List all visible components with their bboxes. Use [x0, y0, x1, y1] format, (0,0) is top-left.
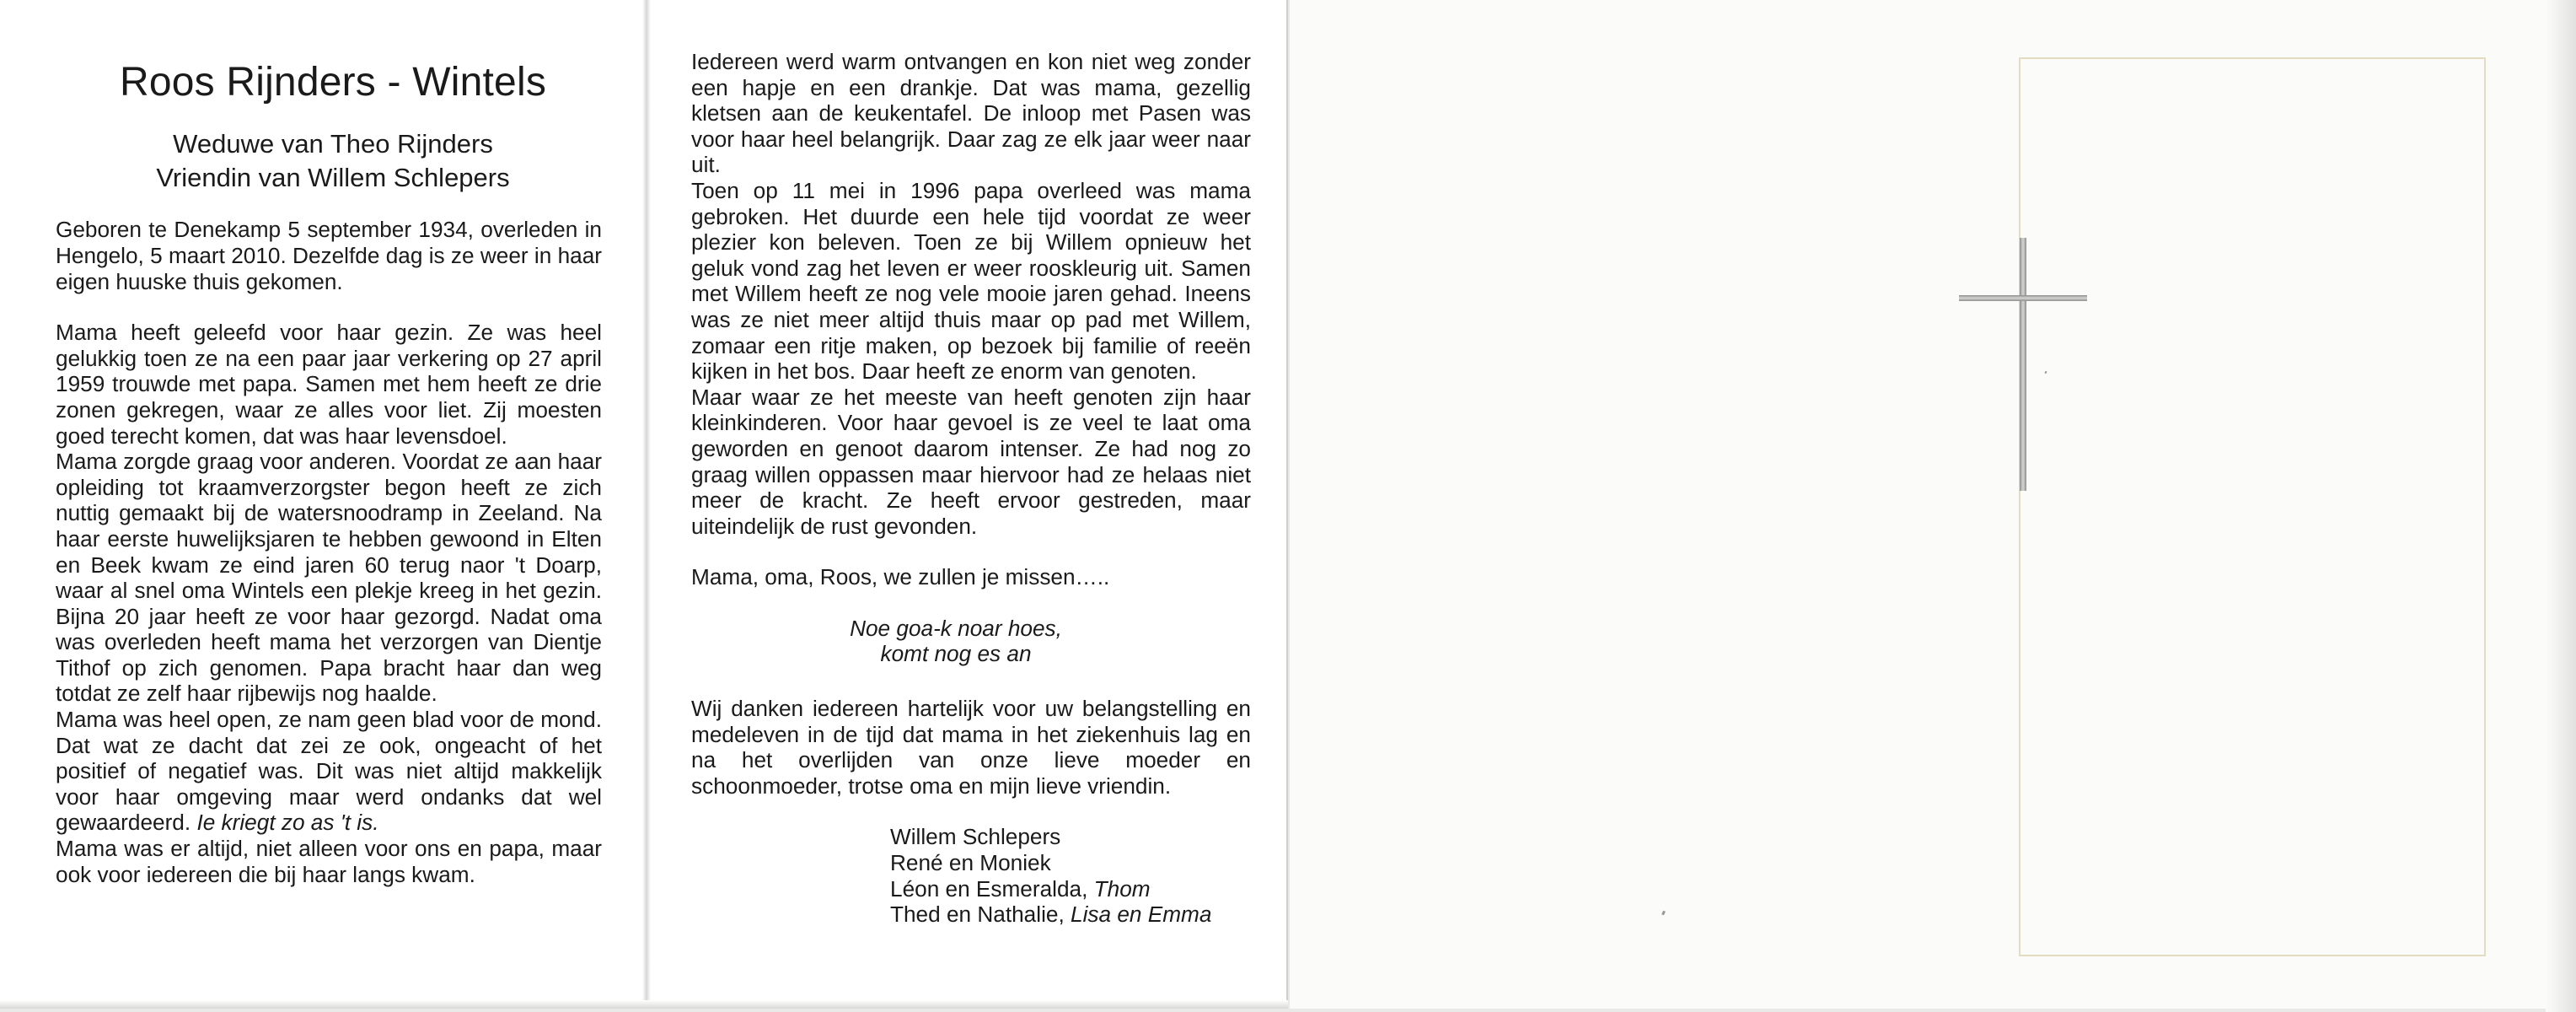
- thanks-paragraph: Wij danken iedereen hartelijk voor uw belangstelling en medeleven in de tijd dat mama in het ziekenhuis lag en na het overlijden van onze lieve moeder en schoonmoeder, trotse oma en mijn lieve vriendin.: [691, 696, 1251, 799]
- middle-text-column: [691, 49, 1251, 928]
- dialect-poem: [691, 616, 1221, 667]
- welcome-paragraph: Iedereen werd warm ontvangen en kon niet weg zonder een hapje en een drankje. Dat was mama, gezellig kletsen aan de keukentafel. De inloop met Pasen was voor haar heel belangrijk. Daar zag ze elk jaar weer naar uit.: [691, 49, 1251, 178]
- deceased-name: Roos Rijnders - Wintels: [119, 60, 547, 105]
- cross-horizontal-bar: [1959, 295, 2087, 301]
- birth-death-paragraph: Geboren te Denekamp 5 september 1934, overleden in Hengelo, 5 maart 2010. Dezelfde dag is ze weer in haar eigen huuske thuis gekomen.: [56, 217, 602, 294]
- farewell-line: Mama, oma, Roos, we zullen je missen…..: [691, 564, 1110, 590]
- poem-line-2: komt nog es an: [880, 641, 1032, 667]
- signer-name: Thed en Nathalie,: [890, 902, 1071, 928]
- signers-list: [890, 824, 1251, 927]
- poem-line-1: Noe goa-k noar hoes,: [850, 615, 1062, 641]
- memorial-card-inside: [0, 0, 1288, 1009]
- signer-name: Léon en Esmeralda,: [890, 875, 1094, 902]
- photo-frame-border: [2019, 57, 2486, 956]
- signer-child-name: Lisa en Emma: [1071, 902, 1212, 928]
- care-paragraph: Mama zorgde graag voor anderen. Voordat ze aan haar opleiding tot kraamverzorgster begon heeft ze zich nuttig gemaakt bij de watersnoodramp in Zeeland. Na haar eerste huwelijksjaren te hebben gewoond in Elten en Beek kwam ze eind jaren 60 terug naor 't Doarp, waar al snel oma Wintels een plekje kreeg in het gezin. Bijna 20 jaar heeft ze voor haar gezorgd. Nadat oma was overleden heeft mama het verzorgen van Dientje Tithof op zich genomen. Papa bracht haar dan weg totdat ze zelf haar rijbewijs nog haalde.: [56, 449, 602, 707]
- card-inside-spread: [0, 0, 1288, 1009]
- card-bottom-edge: [0, 1000, 1288, 1009]
- memorial-card-cover: [1290, 0, 2576, 1009]
- hospitality-paragraph: Mama was er altijd, niet alleen voor ons en papa, maar ook voor iedereen die bij haar langs kwam.: [56, 836, 602, 887]
- signer-line: [890, 850, 1251, 876]
- card-right-edge: [2546, 0, 2576, 1012]
- loss-paragraph: Toen op 11 mei in 1996 papa overleed was mama gebroken. Het duurde een hele tijd voordat ze weer plezier kon beleven. Toen ze bij Willem opnieuw het geluk vond zag het leven er weer rooskleurig uit. Samen met Willem heeft ze nog vele mooie jaren gehad. Ineens was ze niet meer altijd thuis maar op pad met Willem, zomaar een ritje maken, op bezoek bij familie of reeën kijken in het bos. Daar heeft ze enorm van genoten.: [691, 177, 1251, 385]
- widow-line: Weduwe van Theo Rijnders: [173, 128, 493, 159]
- signer-name: Willem Schlepers: [890, 824, 1061, 850]
- signer-line: [890, 876, 1251, 902]
- paper-speck: [1661, 911, 1666, 916]
- signer-line: [890, 824, 1251, 850]
- left-text-column: [56, 61, 602, 887]
- friend-line: Vriendin van Willem Schlepers: [156, 163, 510, 193]
- grandchildren-paragraph: Maar waar ze het meeste van heeft genoten zijn haar kleinkinderen. Voor haar gevoel is ze veel te laat oma geworden en genoot daarom intenser. Ze had nog zo graag willen oppassen maar hiervoor had ze helaas niet meer de kracht. Ze heeft ervoor gestreden, maar uiteindelijk de rust gevonden.: [691, 384, 1251, 539]
- signer-child-name: Thom: [1093, 875, 1151, 902]
- cross-vertical-bar: [2020, 238, 2026, 491]
- character-paragraph: [56, 707, 602, 836]
- cross-icon: [1956, 236, 2090, 498]
- family-paragraph: Mama heeft geleefd voor haar gezin. Ze was heel gelukkig toen ze na een paar jaar verkering op 27 april 1959 trouwde met papa. Samen met hem heeft ze drie zonen gekregen, waar ze alles voor liet. Zij moesten goed terecht komen, dat was haar levensdoel.: [56, 320, 602, 449]
- signer-name: René en Moniek: [890, 850, 1051, 876]
- dialect-quote: Ie kriegt zo as 't is.: [196, 810, 379, 836]
- center-fold: [642, 0, 651, 1009]
- signer-line: [890, 902, 1251, 928]
- character-text: Mama was heel open, ze nam geen blad voor de mond. Dat wat ze dacht dat zei ze ook, ongeacht of het positief of negatief was. Dit was niet altijd makkelijk voor haar omgeving maar werd ondanks dat wel gewaardeerd.: [56, 707, 602, 836]
